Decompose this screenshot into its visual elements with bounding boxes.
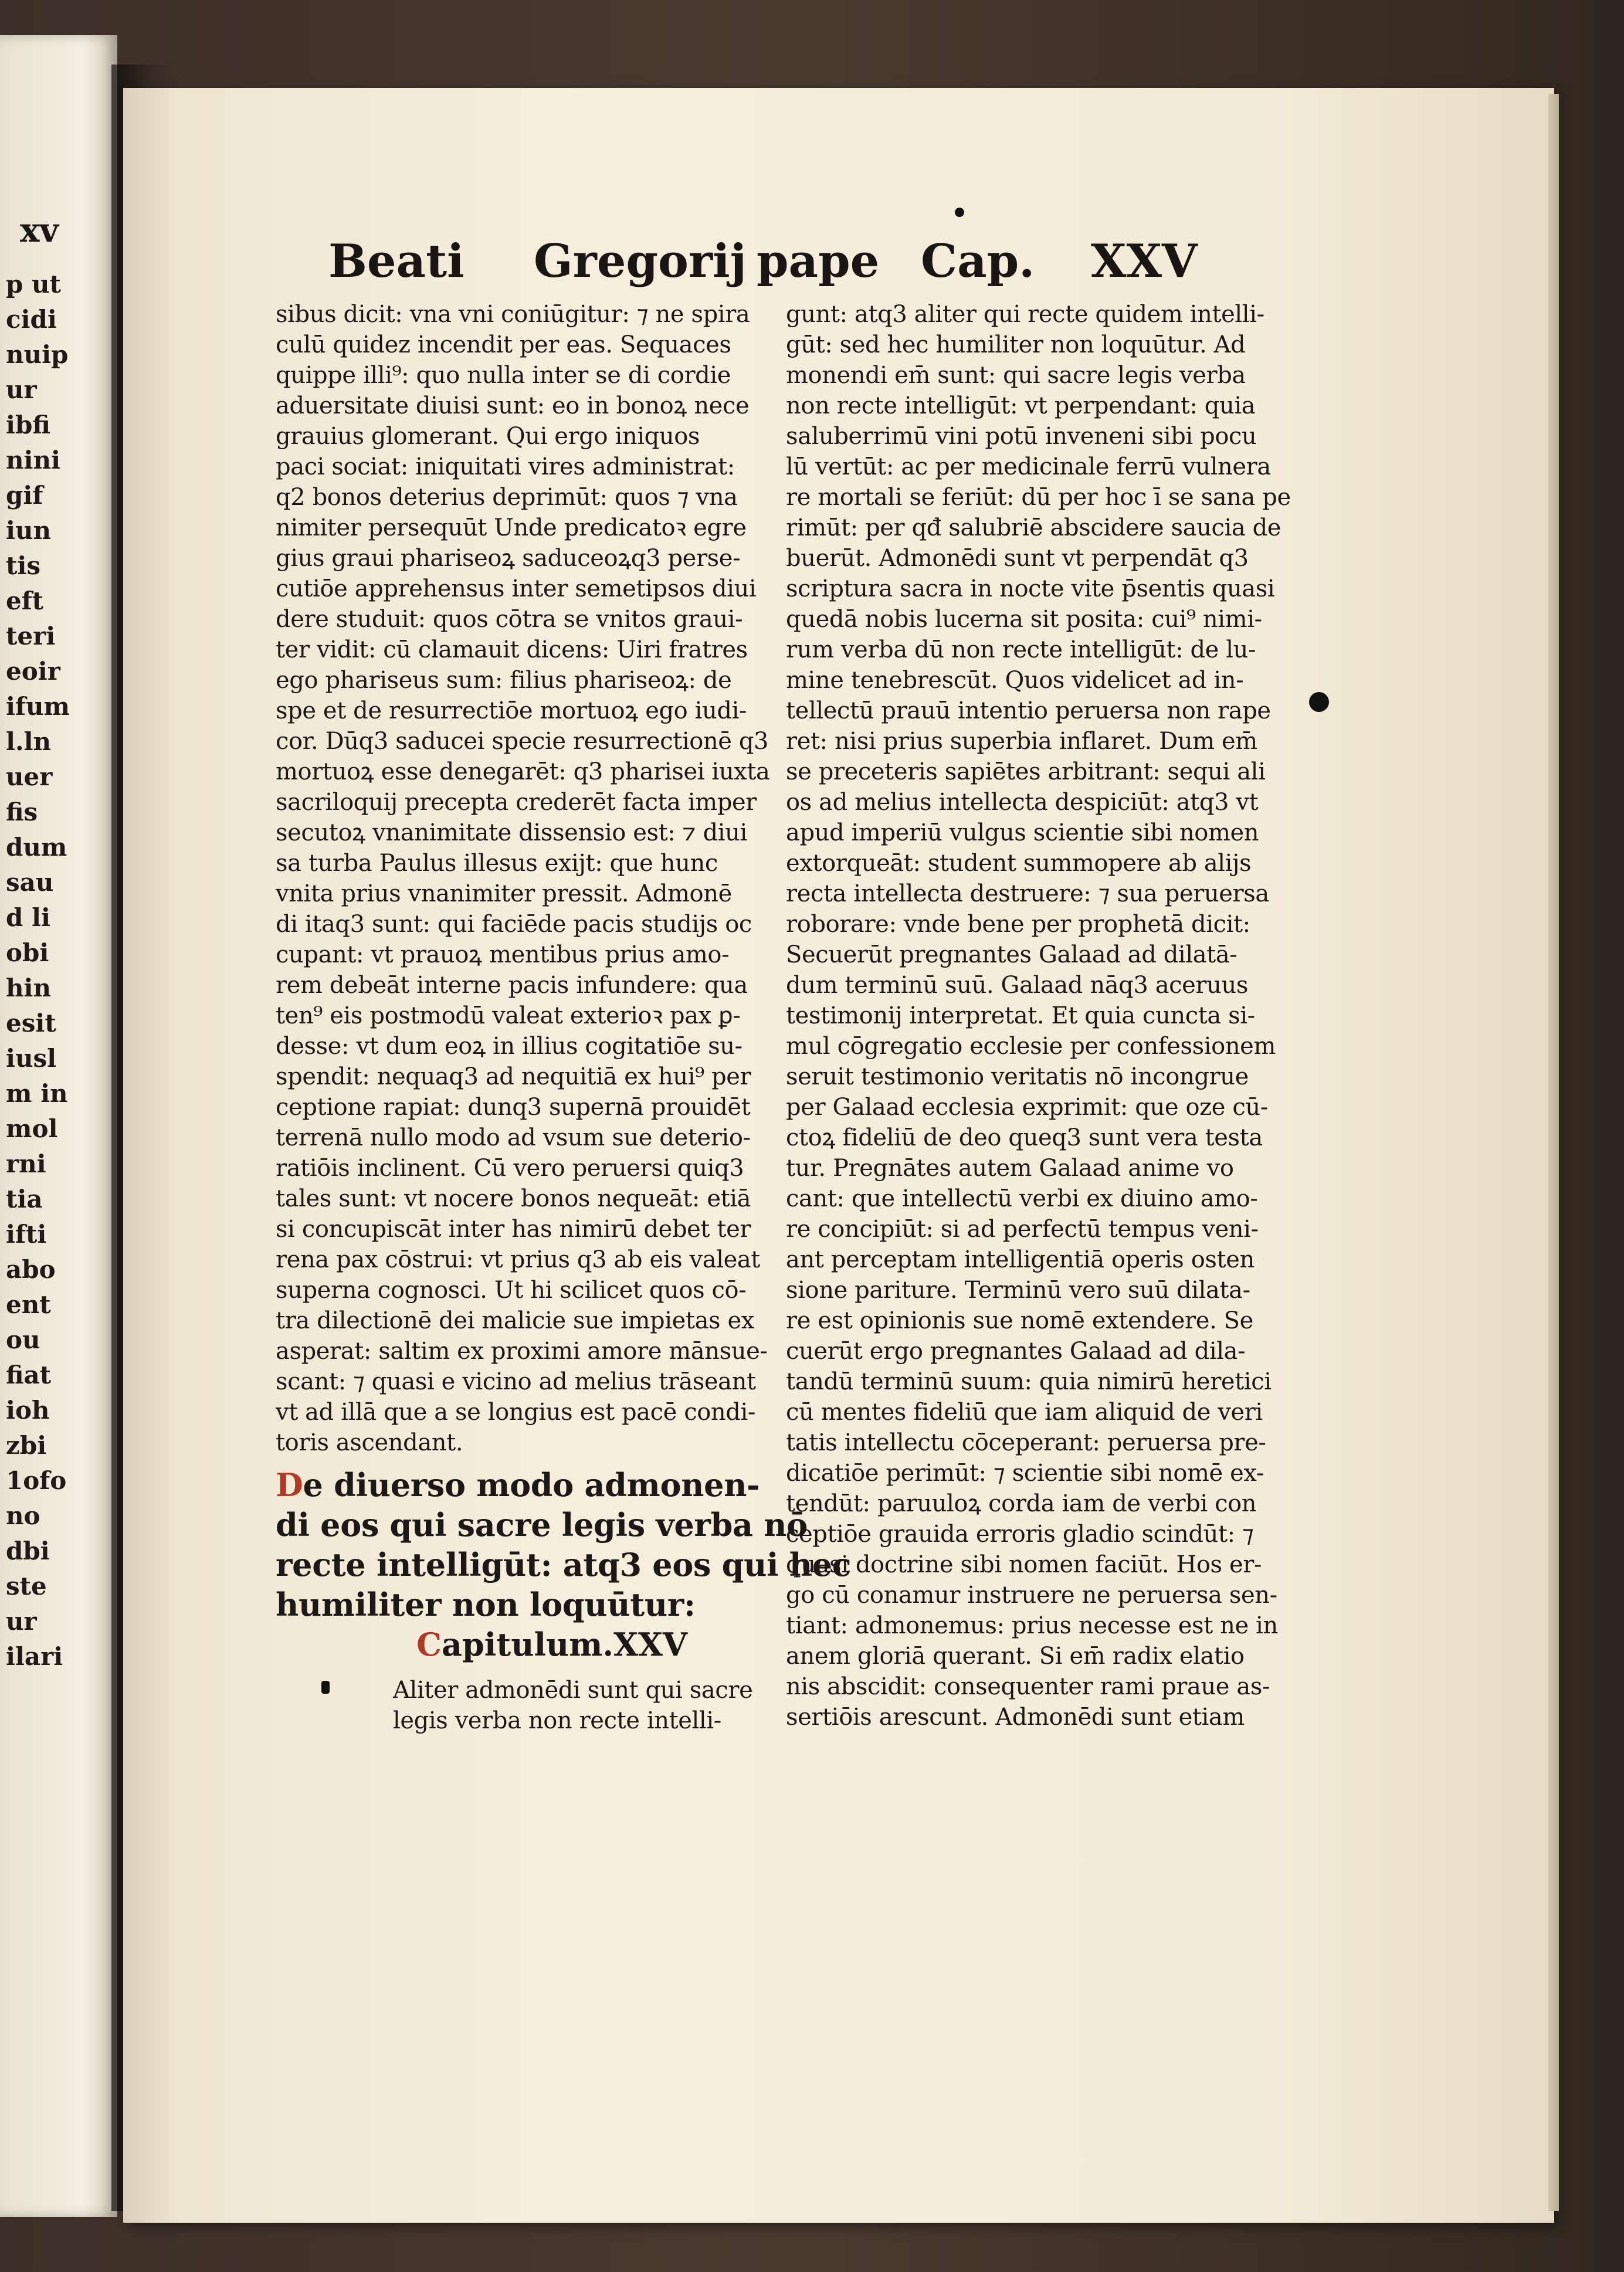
text-line: legis verba non recte intelli- (393, 1707, 721, 1734)
text-line: tandū terminū suum: quia nimirū heretici (786, 1368, 1272, 1395)
text-line: dum terminū suū. Galaad nāq3 aceruus (786, 972, 1249, 999)
text-line: terrenā nullo modo ad vsum sue deterio- (276, 1124, 751, 1151)
text-line: anem gloriā querant. Si em̄ radix elatio (786, 1643, 1245, 1670)
facing-page-fragment: fiat (6, 1361, 52, 1389)
text-line: ter vidit: cū clamauit dicens: Uiri fratres (276, 636, 748, 663)
rubric-initial: D (276, 1466, 303, 1504)
text-line: per Galaad ecclesia exprimit: que oze cū- (786, 1094, 1268, 1121)
text-line: sacriloquij precepta crederēt facta imper (276, 789, 757, 816)
facing-page-fragment: ste (6, 1572, 47, 1600)
heading-line: di eos qui sacre legis verba nō (276, 1506, 808, 1544)
header-word-gregorij: Gregorij (534, 235, 747, 288)
text-line: spe et de resurrectiōe mortuoꝝ ego iudi- (276, 697, 747, 724)
text-line: cū mentes fideliū que iam aliquid de veri (786, 1399, 1263, 1426)
text-line: go cū conamur instruere ne peruersa sen- (786, 1582, 1277, 1609)
header-word-pape: pape (757, 235, 880, 288)
text-line: cor. Dūq3 saducei specie resurrectionē q3 (276, 728, 769, 755)
chapter-opening (276, 1675, 757, 1736)
text-line: mul cōgregatio ecclesie per confessionem (786, 1033, 1276, 1060)
right-text-column (786, 299, 1291, 1732)
facing-page-fragment: ifum (6, 692, 70, 721)
text-line: scant: ⁊ quasi e vicino ad melius trāseant (276, 1368, 756, 1395)
text-line: si concupiscāt inter has nimirū debet ter (276, 1216, 751, 1243)
text-line: seruit testimonio veritatis nō incongrue (786, 1063, 1249, 1090)
text-line: tatis intellectu cōceperant: peruersa pre- (786, 1429, 1266, 1456)
text-line: non recte intelligūt: vt perpendant: quia (786, 392, 1256, 419)
text-line: asperat: saltim ex proximi amore mānsue- (276, 1338, 768, 1365)
facing-page-fragment: p ut (6, 270, 61, 299)
facing-page-fragment: tia (6, 1185, 43, 1213)
text-line: quedā nobis lucerna sit posita: cui⁹ nimi- (786, 606, 1262, 633)
text-line: spendit: nequaq3 ad nequitiā ex hui⁹ per (276, 1063, 751, 1090)
text-line: ceptiōe grauida erroris gladio scindūt: ⁊ (786, 1521, 1254, 1548)
text-line: di itaq3 sunt: qui faciēde pacis studijs oc (276, 911, 752, 938)
text-line: nimiter persequūt Unde predicatoꝛ egre (276, 514, 747, 541)
facing-page-fragment: ifti (6, 1220, 47, 1249)
facing-page-folio: xv (20, 211, 59, 250)
text-line: ratiōis inclinent. Cū vero peruersi quiq3 (276, 1155, 744, 1182)
left-column-body (276, 299, 770, 1458)
text-line: sibus dicit: vna vni coniūgitur: ⁊ ne spira (276, 301, 750, 328)
text-line: cuerūt ergo pregnantes Galaad ad dila- (786, 1338, 1246, 1365)
facing-page-fragment: eft (6, 586, 44, 615)
text-line: culū quidez incendit per eas. Sequaces (276, 331, 731, 358)
text-line: ceptione rapiat: dunq3 supernā prouidēt (276, 1094, 751, 1121)
chapter-label (276, 1625, 757, 1664)
header-chapter-number: XXV (1091, 235, 1198, 288)
text-line: ret: nisi prius superbia inflaret. Dum em̄ (786, 728, 1257, 755)
facing-page-fragment: obi (6, 938, 49, 967)
text-line: rum verba dū non recte intelligūt: de lu- (786, 636, 1256, 663)
left-text-column (276, 299, 852, 1736)
header-word-cap: Cap. (921, 235, 1035, 288)
facing-page-fragment: cidi (6, 305, 57, 334)
facing-page-fragment: iusl (6, 1044, 57, 1073)
text-line: aduersitate diuisi sunt: eo in bonoꝝ nece (276, 392, 750, 419)
text-line: cant: que intellectū verbi ex diuino amo- (786, 1185, 1258, 1212)
text-line: rena pax cōstrui: vt prius q3 ab eis valeat (276, 1246, 760, 1273)
facing-page-fragment: ent (6, 1290, 51, 1319)
text-line: toris ascendant. (276, 1429, 463, 1456)
text-line: secutoꝝ vnanimitate dissensio est: ⁊ diui (276, 819, 747, 846)
text-line: saluberrimū vini potū inveneni sibi pocu (786, 423, 1257, 450)
facing-page-fragment: eoir (6, 657, 60, 686)
facing-page-fragment: mol (6, 1114, 58, 1143)
text-line: os ad melius intellecta despiciūt: atq3 vt (786, 789, 1259, 816)
text-line: quippe illi⁹: quo nulla inter se di cordie (276, 362, 731, 389)
facing-page-fragment: l.ln (6, 727, 52, 756)
text-line: cupant: vt prauoꝝ mentibus prius amo- (276, 941, 730, 968)
heading-line (276, 1465, 760, 1505)
text-line: sertiōis arescunt. Admonēdi sunt etiam (786, 1704, 1245, 1731)
text-line: recta intellecta destruere: ⁊ sua peruersa (786, 880, 1269, 907)
text-line: apud imperiū vulgus scientie sibi nomen (786, 819, 1259, 846)
facing-page-fragment: gif (6, 481, 43, 510)
facing-page-fragment: zbi (6, 1431, 47, 1460)
text-line: ego phariseus sum: filius phariseoꝝ: de (276, 667, 732, 694)
facing-page-strip (0, 35, 117, 2217)
facing-page-fragment: uer (6, 762, 53, 791)
text-line: vnita prius vnanimiter pressit. Admonē (276, 880, 732, 907)
facing-page-fragment: ioh (6, 1396, 50, 1425)
text-line: ten⁹ eis postmodū valeat exterioꝛ pax ꝑ- (276, 1002, 741, 1029)
text-line: tendūt: paruuloꝝ corda iam de verbi con (786, 1490, 1257, 1517)
text-line: grauius glomerant. Qui ergo iniquos (276, 423, 700, 450)
facing-page-fragment: no (6, 1501, 40, 1530)
facing-page-fragment: dbi (6, 1537, 50, 1565)
text-line: tales sunt: vt nocere bonos nequeāt: etiā (276, 1185, 751, 1212)
text-line: re concipiūt: si ad perfectū tempus veni- (786, 1216, 1259, 1243)
facing-page-fragment: abo (6, 1255, 56, 1284)
text-line: extorqueāt: student summopere ab alijs (786, 850, 1252, 877)
text-line: re est opinionis sue nomē extendere. Se (786, 1307, 1253, 1334)
text-line: nis abscidit: consequenter rami praue as- (786, 1673, 1270, 1700)
text-line: mine tenebrescūt. Quos videlicet ad in- (786, 667, 1244, 694)
text-line: sione pariture. Terminū vero suū dilata- (786, 1277, 1250, 1304)
facing-page-fragment: dum (6, 833, 67, 862)
facing-page-fragment: nuip (6, 340, 69, 369)
header-word-beati: Beati (328, 235, 465, 288)
text-line: Secuerūt pregnantes Galaad ad dilatā- (786, 941, 1238, 968)
text-line: rimūt: per qđ salubriē abscidere saucia de (786, 514, 1281, 541)
text-line: sa turba Paulus illesus exijt: que hunc (276, 850, 718, 877)
text-line: cutiōe apprehensus inter semetipsos diui (276, 575, 757, 602)
right-column-body (786, 299, 1291, 1732)
text-line: roborare: vnde bene per prophetā dicit: (786, 911, 1250, 938)
text-line: gius graui phariseoꝝ saduceoꝝq3 perse- (276, 545, 741, 572)
text-line: tur. Pregnātes autem Galaad anime vo (786, 1155, 1234, 1182)
text-line: tellectū prauū intentio peruersa non rape (786, 697, 1271, 724)
text-line: gūt: sed hec humiliter non loquūtur. Ad (786, 331, 1246, 358)
facing-page-fragment: sau (6, 868, 54, 897)
chapter-label-text: apitulum.XXV (441, 1626, 687, 1663)
facing-page-fragment: ur (6, 1607, 37, 1636)
facing-page-fragment: nini (6, 446, 60, 474)
text-line: q2 bonos deterius deprimūt: quos ⁊ vna (276, 484, 738, 511)
facing-page-fragment: d li (6, 903, 50, 932)
section-heading (276, 1465, 852, 1625)
heading-line: humiliter non loquūtur: (276, 1586, 696, 1623)
facing-page-fragment: tis (6, 551, 41, 580)
facing-page-fragment: 1ofo (6, 1466, 67, 1495)
facing-page-fragment: ibfi (6, 411, 50, 439)
running-header (328, 235, 1220, 299)
facing-page-fragment: fis (6, 798, 38, 826)
text-line: se preceteris sapiētes arbitrant: sequi ali (786, 758, 1266, 785)
text-line: desse: vt dum eoꝝ in illius cogitatiōe su- (276, 1033, 743, 1060)
text-line: buerūt. Admonēdi sunt vt perpendāt q3 (786, 545, 1249, 572)
text-line: Aliter admonēdi sunt qui sacre (393, 1677, 753, 1704)
facing-page-fragment: iun (6, 516, 52, 545)
text-line: lū vertūt: ac per medicinale ferrū vulnera (786, 453, 1271, 480)
text-line: paci sociat: iniquitati vires administrat: (276, 453, 735, 480)
text-line: quasi doctrine sibi nomen faciūt. Hos er- (786, 1551, 1262, 1578)
facing-page-fragment: rni (6, 1149, 46, 1178)
text-line: monendi em̄ sunt: qui sacre legis verba (786, 362, 1246, 389)
text-line: scriptura sacra in nocte vite p̄sentis quasi (786, 575, 1275, 602)
ink-dot (955, 208, 964, 217)
text-line: tiant: admonemus: prius necesse est ne in (786, 1612, 1278, 1639)
chapter-initial: C (416, 1626, 442, 1663)
facing-page-fragment: m in (6, 1079, 68, 1108)
text-line: testimonij interpretat. Et quia cuncta si- (786, 1002, 1255, 1029)
text-line: rem debeāt interne pacis infundere: qua (276, 972, 748, 999)
heading-text: e diuerso modo admonen- (303, 1466, 760, 1504)
ink-blot (1309, 692, 1329, 712)
text-line: vt ad illā que a se longius est pacē condi- (276, 1399, 755, 1426)
text-line: mortuoꝝ esse denegarēt: q3 pharisei iuxta (276, 758, 770, 785)
text-line: dicatiōe perimūt: ⁊ scientie sibi nomē ex- (786, 1460, 1264, 1487)
facing-page-fragment: esit (6, 1009, 56, 1037)
page-edge (1548, 94, 1559, 2211)
text-line: dere studuit: quos cōtra se vnitos graui- (276, 606, 743, 633)
text-line: ctoꝝ fideliū de deo queq3 sunt vera testa (786, 1124, 1263, 1151)
text-line: re mortali se feriūt: dū per hoc ī se sana pe (786, 484, 1291, 511)
facing-page-fragment: teri (6, 622, 56, 650)
facing-page-fragment: ur (6, 375, 37, 404)
text-line: ant perceptam intelligentiā operis osten (786, 1246, 1255, 1273)
facing-page-fragment: hin (6, 974, 52, 1002)
text-line: tra dilectionē dei malicie sue impietas ex (276, 1307, 754, 1334)
text-line: superna cognosci. Ut hi scilicet quos cō- (276, 1277, 747, 1304)
facing-page-fragment: ilari (6, 1642, 63, 1671)
heading-line: recte intelligūt: atq3 eos qui hec (276, 1546, 852, 1583)
facing-page-fragment: ou (6, 1325, 40, 1354)
text-line: gunt: atq3 aliter qui recte quidem intelli- (786, 301, 1264, 328)
